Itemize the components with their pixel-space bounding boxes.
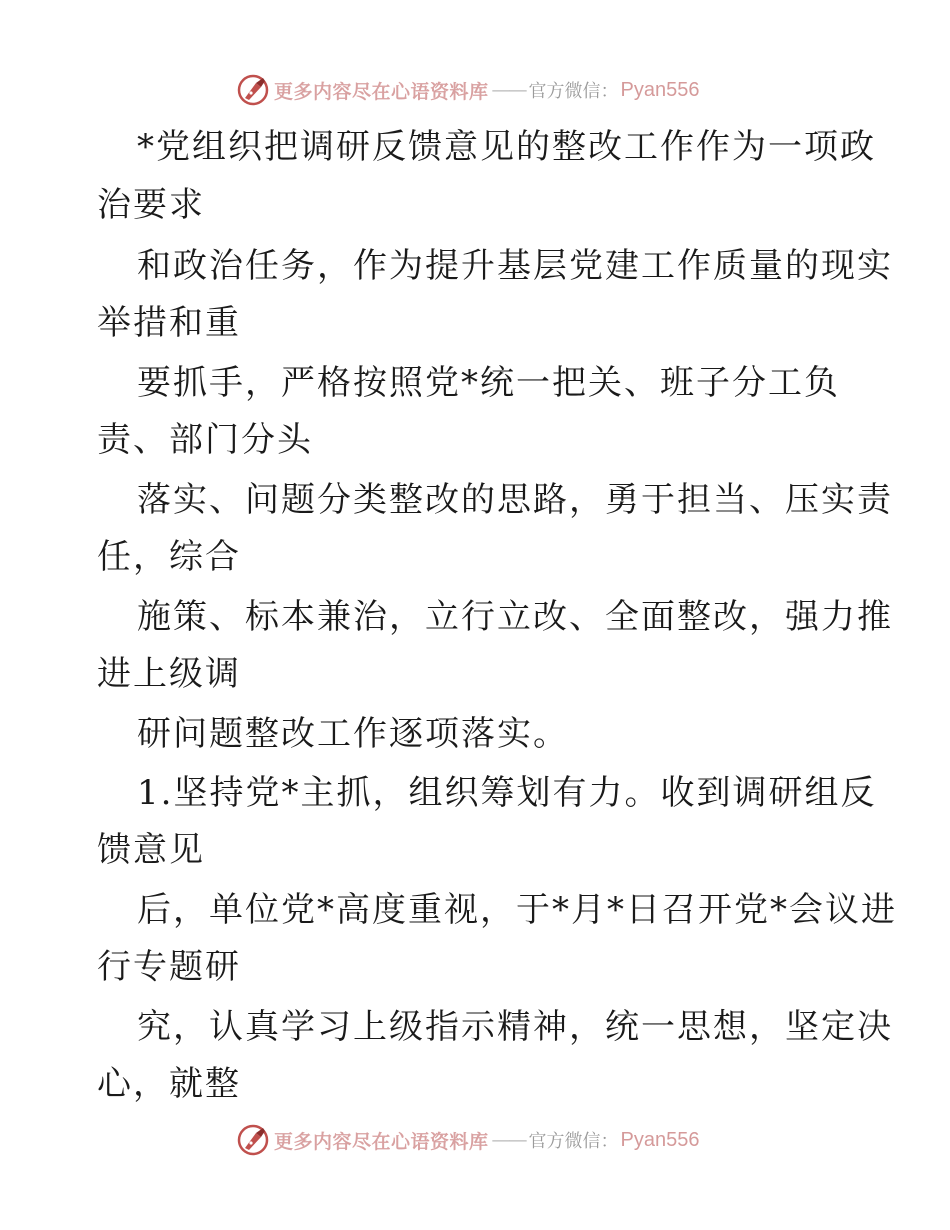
text-line: 1.坚持党*主抓，组织筹划有力。收到调研组反 [137,773,877,813]
banner-account-label: 官方微信： [528,81,619,102]
text-line: 后，单位党*高度重视，于*月*日召开党*会议进 [137,890,897,930]
text-line: 举措和重 [97,303,241,343]
pen-nib-circle-logo-icon [236,73,270,107]
text-line: 研问题整改工作逐项落实。 [137,714,569,754]
text-line: 施策、标本兼治，立行立改、全面整改，强力推 [137,597,893,637]
text-line: 要抓手，严格按照党*统一把关、班子分工负 [137,363,840,403]
text-line: 和政治任务，作为提升基层党建工作质量的现实 [137,246,893,286]
footer-watermark-banner [236,1122,716,1158]
text-line: 落实、问题分类整改的思路，勇于担当、压实责 [137,480,893,520]
banner-dash: —— [491,1129,526,1151]
text-line: 究，认真学习上级指示精神，统一思想，坚定决 [137,1007,893,1047]
pen-nib-circle-logo-icon [236,1123,270,1157]
text-line: 行专题研 [97,947,241,987]
banner-main-text: 更多内容尽在心语资料库 [274,1130,489,1153]
text-line: 进上级调 [97,654,241,694]
text-line: 责、部门分头 [97,420,313,460]
banner-dash: —— [491,79,526,101]
banner-account-id: Pyan556 [620,1128,700,1151]
banner-account-id: Pyan556 [620,78,700,101]
banner-main-text: 更多内容尽在心语资料库 [274,80,489,103]
text-line: *党组织把调研反馈意见的整改工作作为一项政 [137,127,876,167]
text-line: 治要求 [97,185,205,225]
banner-account-label: 官方微信： [528,1131,619,1152]
text-line: 任，综合 [97,537,241,577]
text-line: 馈意见 [97,830,205,870]
header-watermark-banner [236,72,716,108]
text-line: 心，就整 [97,1064,241,1104]
